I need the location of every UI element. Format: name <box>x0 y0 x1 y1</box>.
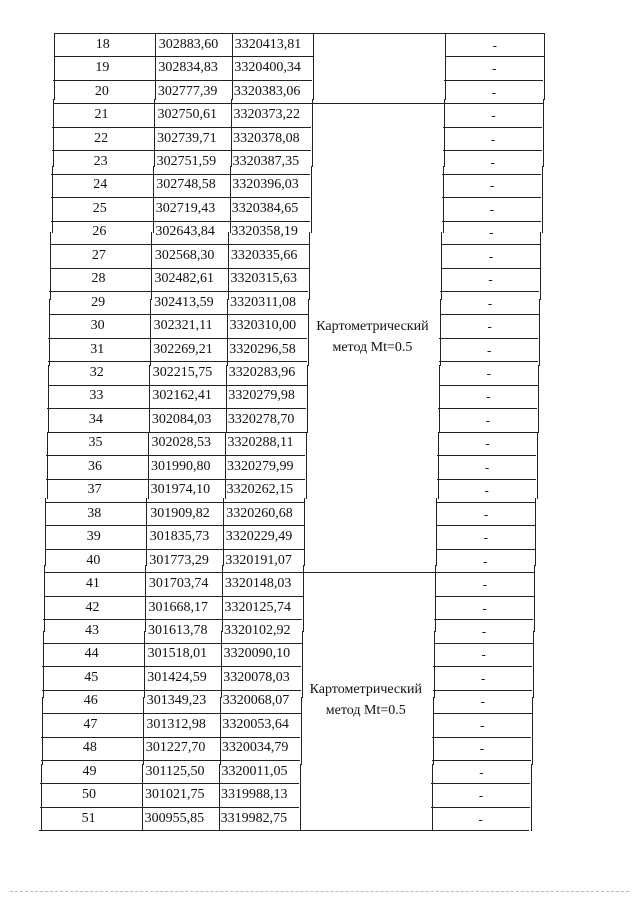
method-label-line2: метод Mt=0.5 <box>325 703 406 719</box>
coordinate-x: 302719,43 <box>155 200 216 216</box>
table-row-border <box>433 713 532 714</box>
table-row-border <box>438 408 537 409</box>
coordinate-x: 301668,17 <box>148 599 208 615</box>
table-column-border <box>309 232 310 299</box>
table-row-border <box>40 807 299 808</box>
table-row-border <box>433 690 532 691</box>
coordinate-y: 3320335,66 <box>230 247 298 263</box>
table-row-border <box>436 525 535 526</box>
table-row-border <box>432 760 531 761</box>
table-row-border <box>50 244 309 245</box>
coordinate-y: 3320125,74 <box>224 599 291 615</box>
method-label-line2: метод Mt=0.5 <box>332 339 413 355</box>
coordinate-x: 302568,30 <box>154 247 215 263</box>
coordinate-x: 301227,70 <box>145 740 206 756</box>
coordinate-x: 301974,10 <box>150 482 211 498</box>
row-number: 37 <box>87 482 102 498</box>
empty-value-dash: - <box>485 435 490 451</box>
row-number: 43 <box>85 622 100 638</box>
empty-value-dash: - <box>479 740 485 756</box>
row-number: 35 <box>88 435 103 451</box>
empty-value-dash: - <box>486 388 491 404</box>
table-row-border <box>444 80 543 81</box>
row-number: 23 <box>93 153 108 169</box>
table-column-border <box>441 232 442 299</box>
coordinate-y: 3320315,63 <box>230 271 297 287</box>
coordinate-x: 301613,78 <box>148 622 208 638</box>
table-column-border <box>228 232 229 299</box>
table-column-border <box>151 232 152 299</box>
coordinate-x: 300955,85 <box>144 810 205 826</box>
empty-value-dash: - <box>487 342 492 358</box>
row-number: 28 <box>91 271 106 287</box>
table-column-border <box>43 631 44 698</box>
table-column-border <box>232 33 233 100</box>
table-row-border <box>431 783 530 784</box>
row-number: 49 <box>82 763 97 779</box>
empty-value-dash: - <box>486 365 491 381</box>
row-number: 26 <box>92 224 107 240</box>
table-row-border <box>51 174 310 175</box>
coordinate-x: 302215,75 <box>152 365 213 381</box>
empty-value-dash: - <box>492 37 497 53</box>
empty-value-dash: - <box>487 295 493 311</box>
coordinate-y: 3320053,64 <box>222 716 289 732</box>
table-row-border <box>48 361 307 362</box>
row-number: 46 <box>83 693 98 709</box>
row-number: 48 <box>82 740 97 756</box>
coordinate-y: 3320279,98 <box>228 388 295 404</box>
coordinate-y: 3320400,34 <box>234 60 301 76</box>
table-column-border <box>143 697 144 764</box>
coordinate-x: 302748,58 <box>156 177 216 193</box>
table-column-border <box>227 299 228 366</box>
table-column-border <box>300 764 301 831</box>
table-row-border <box>40 783 299 784</box>
coordinate-y: 3320102,92 <box>224 622 291 638</box>
table-row-border <box>436 502 535 503</box>
coordinate-x: 302162,41 <box>152 388 212 404</box>
empty-value-dash: - <box>483 529 488 545</box>
table-column-border <box>231 99 232 166</box>
empty-value-dash: - <box>488 248 494 264</box>
table-row-border <box>434 643 533 644</box>
table-column-border <box>538 365 539 432</box>
coordinate-y: 3320396,03 <box>232 177 299 193</box>
coordinate-x: 301835,73 <box>149 529 210 545</box>
table-column-border <box>311 166 312 233</box>
table-row-border <box>439 361 538 362</box>
table-column-border <box>537 432 538 499</box>
coordinate-x: 302643,84 <box>155 224 215 240</box>
table-column-border <box>306 432 307 499</box>
table-row-border <box>50 268 309 269</box>
table-row-border <box>49 291 308 292</box>
table-column-border <box>142 764 143 831</box>
table-row-border <box>43 643 302 644</box>
coordinate-y: 3320260,68 <box>226 505 293 521</box>
empty-value-dash: - <box>478 787 484 803</box>
table-row-border <box>45 502 304 503</box>
table-row-border <box>53 80 312 81</box>
table-row-border <box>442 174 541 175</box>
table-row-border <box>439 385 538 386</box>
table-column-border <box>41 764 42 831</box>
coordinate-y: 3319982,75 <box>220 810 288 826</box>
coordinate-x: 302482,61 <box>154 271 214 287</box>
coordinate-x: 301990,80 <box>151 458 211 474</box>
empty-value-dash: - <box>490 131 496 147</box>
row-number: 44 <box>84 646 99 662</box>
empty-value-dash: - <box>480 717 485 733</box>
row-number: 19 <box>95 60 110 76</box>
table-row-border <box>441 244 540 245</box>
coordinate-x: 302834,83 <box>158 60 218 76</box>
row-number: 45 <box>84 669 99 685</box>
coordinate-x: 302750,61 <box>157 107 217 123</box>
coordinate-x: 302751,59 <box>156 153 217 169</box>
table-row-border <box>43 619 302 620</box>
empty-value-dash: - <box>483 553 488 569</box>
coordinate-y: 3320090,10 <box>223 646 291 662</box>
table-row-border <box>39 830 529 831</box>
empty-value-dash: - <box>489 201 494 217</box>
table-row-border <box>431 807 530 808</box>
coordinate-x: 302739,71 <box>157 130 217 146</box>
table-row-border <box>442 197 541 198</box>
coordinate-y: 3320148,03 <box>224 576 292 592</box>
row-number: 20 <box>94 83 109 99</box>
table-row-border <box>48 385 307 386</box>
table-column-border <box>222 565 223 632</box>
table-row-border <box>44 572 534 573</box>
table-column-border <box>42 697 43 764</box>
table-column-border <box>221 631 222 698</box>
row-number: 38 <box>87 505 102 521</box>
coordinate-x: 301021,75 <box>145 787 205 803</box>
table-row-border <box>42 666 301 667</box>
row-number: 32 <box>89 365 104 381</box>
table-column-border <box>533 631 534 698</box>
coordinate-y: 3320383,06 <box>233 83 301 99</box>
row-number: 40 <box>86 552 101 568</box>
table-column-border <box>302 631 303 698</box>
table-row-border <box>51 197 310 198</box>
row-number: 42 <box>85 599 100 615</box>
empty-value-dash: - <box>482 576 488 592</box>
table-column-border <box>433 697 434 764</box>
table-row-border <box>41 760 300 761</box>
table-column-border <box>149 365 150 432</box>
row-number: 22 <box>94 130 109 146</box>
table-column-border <box>434 631 435 698</box>
row-number: 33 <box>89 388 104 404</box>
row-number: 47 <box>83 716 98 732</box>
table-column-border <box>307 365 308 432</box>
empty-value-dash: - <box>480 693 485 709</box>
table-row-border <box>438 432 537 433</box>
coordinate-x: 302084,03 <box>151 411 212 427</box>
table-column-border <box>532 697 533 764</box>
table-row-border <box>440 314 539 315</box>
coordinate-y: 3320387,35 <box>232 153 300 169</box>
table-column-border <box>445 33 446 100</box>
table-column-border <box>304 498 305 565</box>
coordinate-y: 3320413,81 <box>234 36 302 52</box>
table-column-border <box>539 299 540 366</box>
coordinate-x: 302269,21 <box>153 341 213 357</box>
method-cell <box>316 316 428 358</box>
coordinate-y: 3320078,03 <box>223 669 290 685</box>
table-column-border <box>436 498 437 565</box>
empty-value-dash: - <box>478 811 483 827</box>
empty-value-dash: - <box>488 271 493 287</box>
empty-value-dash: - <box>491 84 497 100</box>
method-cell <box>310 679 422 721</box>
coordinate-y: 3320288,11 <box>227 435 294 451</box>
table-column-border <box>155 33 156 100</box>
coordinate-x: 301518,01 <box>147 646 208 662</box>
coordinate-y: 3320191,07 <box>225 552 292 568</box>
coordinate-y: 3320296,58 <box>229 341 296 357</box>
empty-value-dash: - <box>487 318 492 334</box>
table-row-border <box>48 338 307 339</box>
table-column-border <box>144 631 145 698</box>
table-column-border <box>435 565 436 632</box>
table-row-border <box>434 619 533 620</box>
table-column-border <box>312 99 313 166</box>
table-row-border <box>44 596 303 597</box>
table-row-border <box>45 549 304 550</box>
table-row-border <box>445 56 544 57</box>
row-number: 21 <box>94 107 109 123</box>
table-column-border <box>219 764 220 831</box>
table-row-border <box>441 268 540 269</box>
empty-value-dash: - <box>484 506 489 522</box>
table-column-border <box>308 299 309 366</box>
table-row-border <box>437 455 536 456</box>
table-column-border <box>45 498 46 565</box>
empty-value-dash: - <box>485 412 491 428</box>
table-row-border <box>51 221 310 222</box>
coordinate-x: 301424,59 <box>147 669 207 685</box>
row-number: 24 <box>93 177 108 193</box>
table-column-border <box>49 299 50 366</box>
empty-value-dash: - <box>491 107 496 123</box>
table-row-border <box>437 479 536 480</box>
row-number: 18 <box>95 36 110 52</box>
empty-value-dash: - <box>481 623 487 639</box>
table-column-border <box>303 565 304 632</box>
table-row-border <box>46 455 305 456</box>
table-row-border <box>443 127 542 128</box>
table-column-border <box>534 565 535 632</box>
table-row-border <box>435 596 534 597</box>
table-column-border <box>535 498 536 565</box>
table-column-border <box>544 33 545 100</box>
table-column-border <box>154 99 155 166</box>
table-column-border <box>148 432 149 499</box>
empty-value-dash: - <box>484 482 489 498</box>
table-row-border <box>436 549 535 550</box>
empty-value-dash: - <box>492 60 497 76</box>
coordinate-y: 3320310,00 <box>229 318 297 334</box>
table-column-border <box>145 565 146 632</box>
table-column-border <box>223 498 224 565</box>
row-number: 27 <box>91 247 106 263</box>
table-column-border <box>52 166 53 233</box>
table-row-border <box>47 432 306 433</box>
coordinate-y: 3320283,96 <box>228 365 296 381</box>
coordinate-x: 302883,60 <box>158 36 219 52</box>
coordinate-x: 302321,11 <box>153 318 213 334</box>
table-column-border <box>50 232 51 299</box>
table-row-border <box>433 666 532 667</box>
table-column-border <box>542 166 543 233</box>
table-column-border <box>440 299 441 366</box>
table-row-border <box>443 150 542 151</box>
coordinate-y: 3320279,99 <box>227 458 294 474</box>
empty-value-dash: - <box>479 764 484 780</box>
table-row-border <box>440 291 539 292</box>
coordinate-x: 301909,82 <box>150 505 210 521</box>
table-row-border <box>442 221 541 222</box>
row-number: 36 <box>88 458 103 474</box>
table-row-border <box>54 56 313 57</box>
table-row-border <box>42 690 301 691</box>
table-column-border <box>313 33 314 100</box>
empty-value-dash: - <box>482 600 487 616</box>
table-row-border <box>432 737 531 738</box>
row-number: 39 <box>86 529 101 545</box>
coordinate-x: 301125,50 <box>145 763 205 779</box>
coordinate-y: 3320278,70 <box>227 411 295 427</box>
table-column-border <box>153 166 154 233</box>
empty-value-dash: - <box>490 177 495 193</box>
coordinate-y: 3320068,07 <box>222 693 290 709</box>
row-number: 25 <box>92 200 107 216</box>
row-number: 34 <box>88 411 103 427</box>
coordinate-y: 3320229,49 <box>225 529 293 545</box>
table-column-border <box>540 232 541 299</box>
table-column-border <box>53 99 54 166</box>
row-number: 51 <box>81 810 96 826</box>
coordinate-x: 302413,59 <box>154 294 214 310</box>
table-column-border <box>225 432 226 499</box>
page-footer-divider <box>10 891 629 893</box>
empty-value-dash: - <box>489 224 494 240</box>
table-column-border <box>48 365 49 432</box>
table-column-border <box>47 432 48 499</box>
coordinate-y: 3320262,15 <box>226 482 294 498</box>
coordinate-x: 302777,39 <box>157 83 218 99</box>
coordinate-x: 301773,29 <box>149 552 209 568</box>
table-column-border <box>531 764 532 831</box>
row-number: 41 <box>85 576 100 592</box>
table-column-border <box>432 764 433 831</box>
table-row-border <box>52 127 311 128</box>
coordinate-x: 301312,98 <box>146 716 206 732</box>
row-number: 31 <box>90 341 105 357</box>
coordinate-x: 301703,74 <box>148 576 209 592</box>
table-row-border <box>49 314 308 315</box>
coordinate-y: 3320373,22 <box>233 107 300 123</box>
table-column-border <box>220 697 221 764</box>
table-column-border <box>439 365 440 432</box>
method-label-line1: Картометрический <box>316 318 429 334</box>
table-column-border <box>230 166 231 233</box>
coordinate-y: 3319988,13 <box>221 787 288 803</box>
coordinate-y: 3320384,65 <box>231 200 299 216</box>
table-column-border <box>301 697 302 764</box>
table-row-border <box>52 150 311 151</box>
table-row-border <box>42 713 301 714</box>
row-number: 30 <box>90 318 105 334</box>
table-row-border <box>54 33 544 34</box>
table-column-border <box>150 299 151 366</box>
table-column-border <box>146 498 147 565</box>
table-row-border <box>439 338 538 339</box>
table-row-border <box>41 737 300 738</box>
table-column-border <box>226 365 227 432</box>
coordinate-x: 301349,23 <box>146 693 207 709</box>
table-row-border <box>45 525 304 526</box>
method-label-line1: Картометрический <box>309 682 422 698</box>
table-row-border <box>47 408 306 409</box>
table-column-border <box>54 33 55 100</box>
table-column-border <box>443 166 444 233</box>
coordinate-y: 3320378,08 <box>233 130 300 146</box>
empty-value-dash: - <box>484 459 490 475</box>
table-column-border <box>543 99 544 166</box>
coordinate-y: 3320034,79 <box>221 740 289 756</box>
table-column-border <box>444 99 445 166</box>
empty-value-dash: - <box>490 154 495 170</box>
coordinate-y: 3320011,05 <box>221 763 288 779</box>
empty-value-dash: - <box>481 646 486 662</box>
coordinate-x: 302028,53 <box>151 435 211 451</box>
table-column-border <box>44 565 45 632</box>
row-number: 29 <box>91 294 106 310</box>
empty-value-dash: - <box>481 670 486 686</box>
row-number: 50 <box>82 787 97 803</box>
table-row-border <box>46 479 305 480</box>
coordinate-y: 3320311,08 <box>230 294 297 310</box>
coordinate-y: 3320358,19 <box>231 224 298 240</box>
table-column-border <box>438 432 439 499</box>
table-row-border <box>53 103 543 104</box>
